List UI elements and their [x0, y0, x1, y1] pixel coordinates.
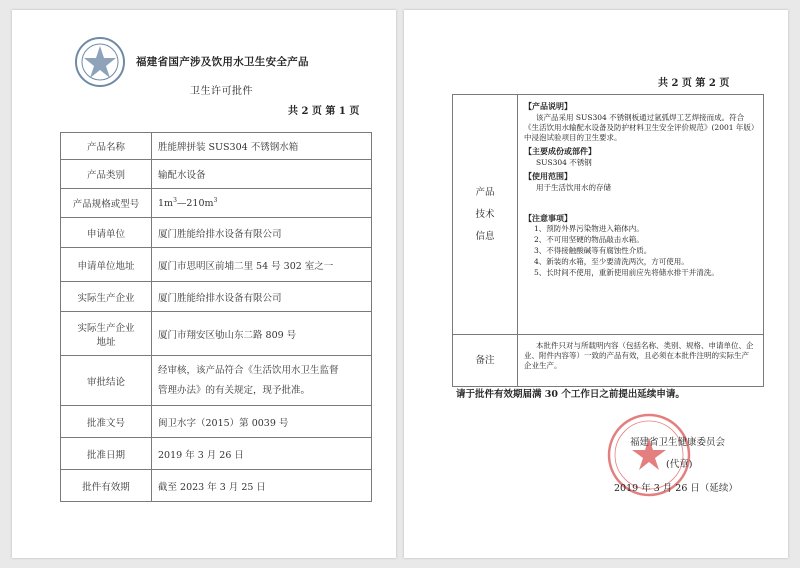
- list-item: 1、预防外界污染物进入箱体内。: [534, 224, 644, 233]
- field-value: [152, 356, 372, 406]
- spec-unit-sup: 3: [173, 196, 177, 204]
- field-label: 申请单位: [61, 218, 152, 248]
- table-row: [61, 133, 372, 160]
- remarks-label: 备注: [453, 335, 518, 387]
- technical-info-label: [453, 95, 518, 335]
- field-value: 厦门市翔安区劬山东二路 809 号: [152, 312, 372, 356]
- list-item: 3、不得接触酸碱等有腐蚀性介质。: [534, 246, 652, 255]
- field-value: 输配水设备: [152, 160, 372, 189]
- list-item: 4、新装的水箱，至少要清洗两次，方可使用。: [534, 257, 689, 266]
- description-heading: 【产品说明】: [524, 101, 572, 111]
- scope-text: 用于生活饮用水的存储: [536, 183, 611, 192]
- description-text: 该产品采用 SUS304 不锈钢板通过氩弧焊工艺焊接而成。符合《生活饮用水输配水设备及防护材料卫生安全评价规范》(2001 年版）中浸泡试验项目的卫生要求。: [524, 113, 755, 142]
- table-row: [61, 312, 372, 356]
- field-label: 申请单位地址: [61, 248, 152, 282]
- table-row: [61, 406, 372, 438]
- field-value: 闽卫水字（2015）第 0039 号: [152, 406, 372, 438]
- permit-info-table: [60, 132, 372, 502]
- technical-info-content: [518, 95, 764, 335]
- table-row: [61, 356, 372, 406]
- page-subtitle: 卫生许可批件: [190, 86, 253, 97]
- table-row: [453, 335, 764, 387]
- value-line: 管理办法》的有关规定，现予批准。: [158, 384, 311, 396]
- list-item: 2、不可用坚硬的物品敲击水箱。: [534, 235, 644, 244]
- table-row: [61, 218, 372, 248]
- table-row: [61, 160, 372, 189]
- precautions-heading: 【注意事项】: [524, 213, 572, 223]
- issuing-authority: 福建省卫生健康委员会: [630, 437, 726, 448]
- spec-from: 1m: [158, 198, 174, 210]
- field-label: 批准日期: [61, 438, 152, 470]
- permit-page-2: [404, 10, 788, 558]
- spec-to: —210m: [176, 198, 214, 210]
- issue-date: 2019 年 3 月 26 日（延续）: [614, 483, 738, 494]
- permit-page-1: [12, 10, 396, 558]
- label-line: 技术: [475, 208, 495, 220]
- table-row: [61, 248, 372, 282]
- proxy-seal-text: (代章): [666, 459, 693, 470]
- field-value: 截至 2023 年 3 月 25 日: [152, 470, 372, 502]
- label-line: 产品: [475, 186, 495, 198]
- value-line: 经审核，该产品符合《生活饮用水卫生监督: [158, 364, 339, 376]
- field-label: [61, 312, 152, 356]
- spec-unit-sup: 3: [213, 196, 218, 204]
- field-value: 厦门胜能给排水设备有限公司: [152, 282, 372, 312]
- field-label: 产品规格或型号: [61, 189, 152, 218]
- scope-heading: 【使用范围】: [524, 171, 572, 181]
- list-item: 5、长时间不使用，重新使用前应先将储水排干并清洗。: [534, 268, 719, 277]
- field-label: 实际生产企业: [61, 282, 152, 312]
- field-label: 批准文号: [61, 406, 152, 438]
- page-title: 福建省国产涉及饮用水卫生安全产品: [136, 56, 309, 68]
- field-label: 批件有效期: [61, 470, 152, 502]
- label-line: 地址: [96, 336, 116, 348]
- field-value: 胜能牌拼装 SUS304 不锈钢水箱: [152, 133, 372, 160]
- components-text: SUS304 不锈钢: [536, 158, 592, 167]
- field-value: 厦门胜能给排水设备有限公司: [152, 218, 372, 248]
- page-number: 共 2 页 第 1 页: [288, 106, 360, 117]
- technical-info-table: [452, 94, 764, 387]
- table-row: [61, 189, 372, 218]
- field-label: 产品类别: [61, 160, 152, 189]
- page-number: 共 2 页 第 2 页: [658, 78, 730, 89]
- health-emblem-icon: [74, 36, 126, 88]
- field-value: 2019 年 3 月 26 日: [152, 438, 372, 470]
- field-label: 审批结论: [61, 356, 152, 406]
- field-label: 产品名称: [61, 133, 152, 160]
- table-row: [453, 95, 764, 335]
- table-row: [61, 438, 372, 470]
- table-row: [61, 282, 372, 312]
- table-row: [61, 470, 372, 502]
- validity-note: 请于批件有效期届满 30 个工作日之前提出延续申请。: [456, 389, 685, 400]
- remarks-text: 本批件只对与所载明内容（包括名称、类别、规格、申请单位、企业、附件内容等）一致的产品有效，且必须在本批件注明的实际生产企业生产。: [518, 335, 764, 387]
- field-value: 厦门市思明区前埔二里 54 号 302 室之一: [152, 248, 372, 282]
- components-heading: 【主要成份或部件】: [524, 146, 596, 156]
- label-line: 信息: [475, 230, 495, 242]
- field-value: [152, 189, 372, 218]
- label-line: 实际生产企业: [77, 322, 135, 334]
